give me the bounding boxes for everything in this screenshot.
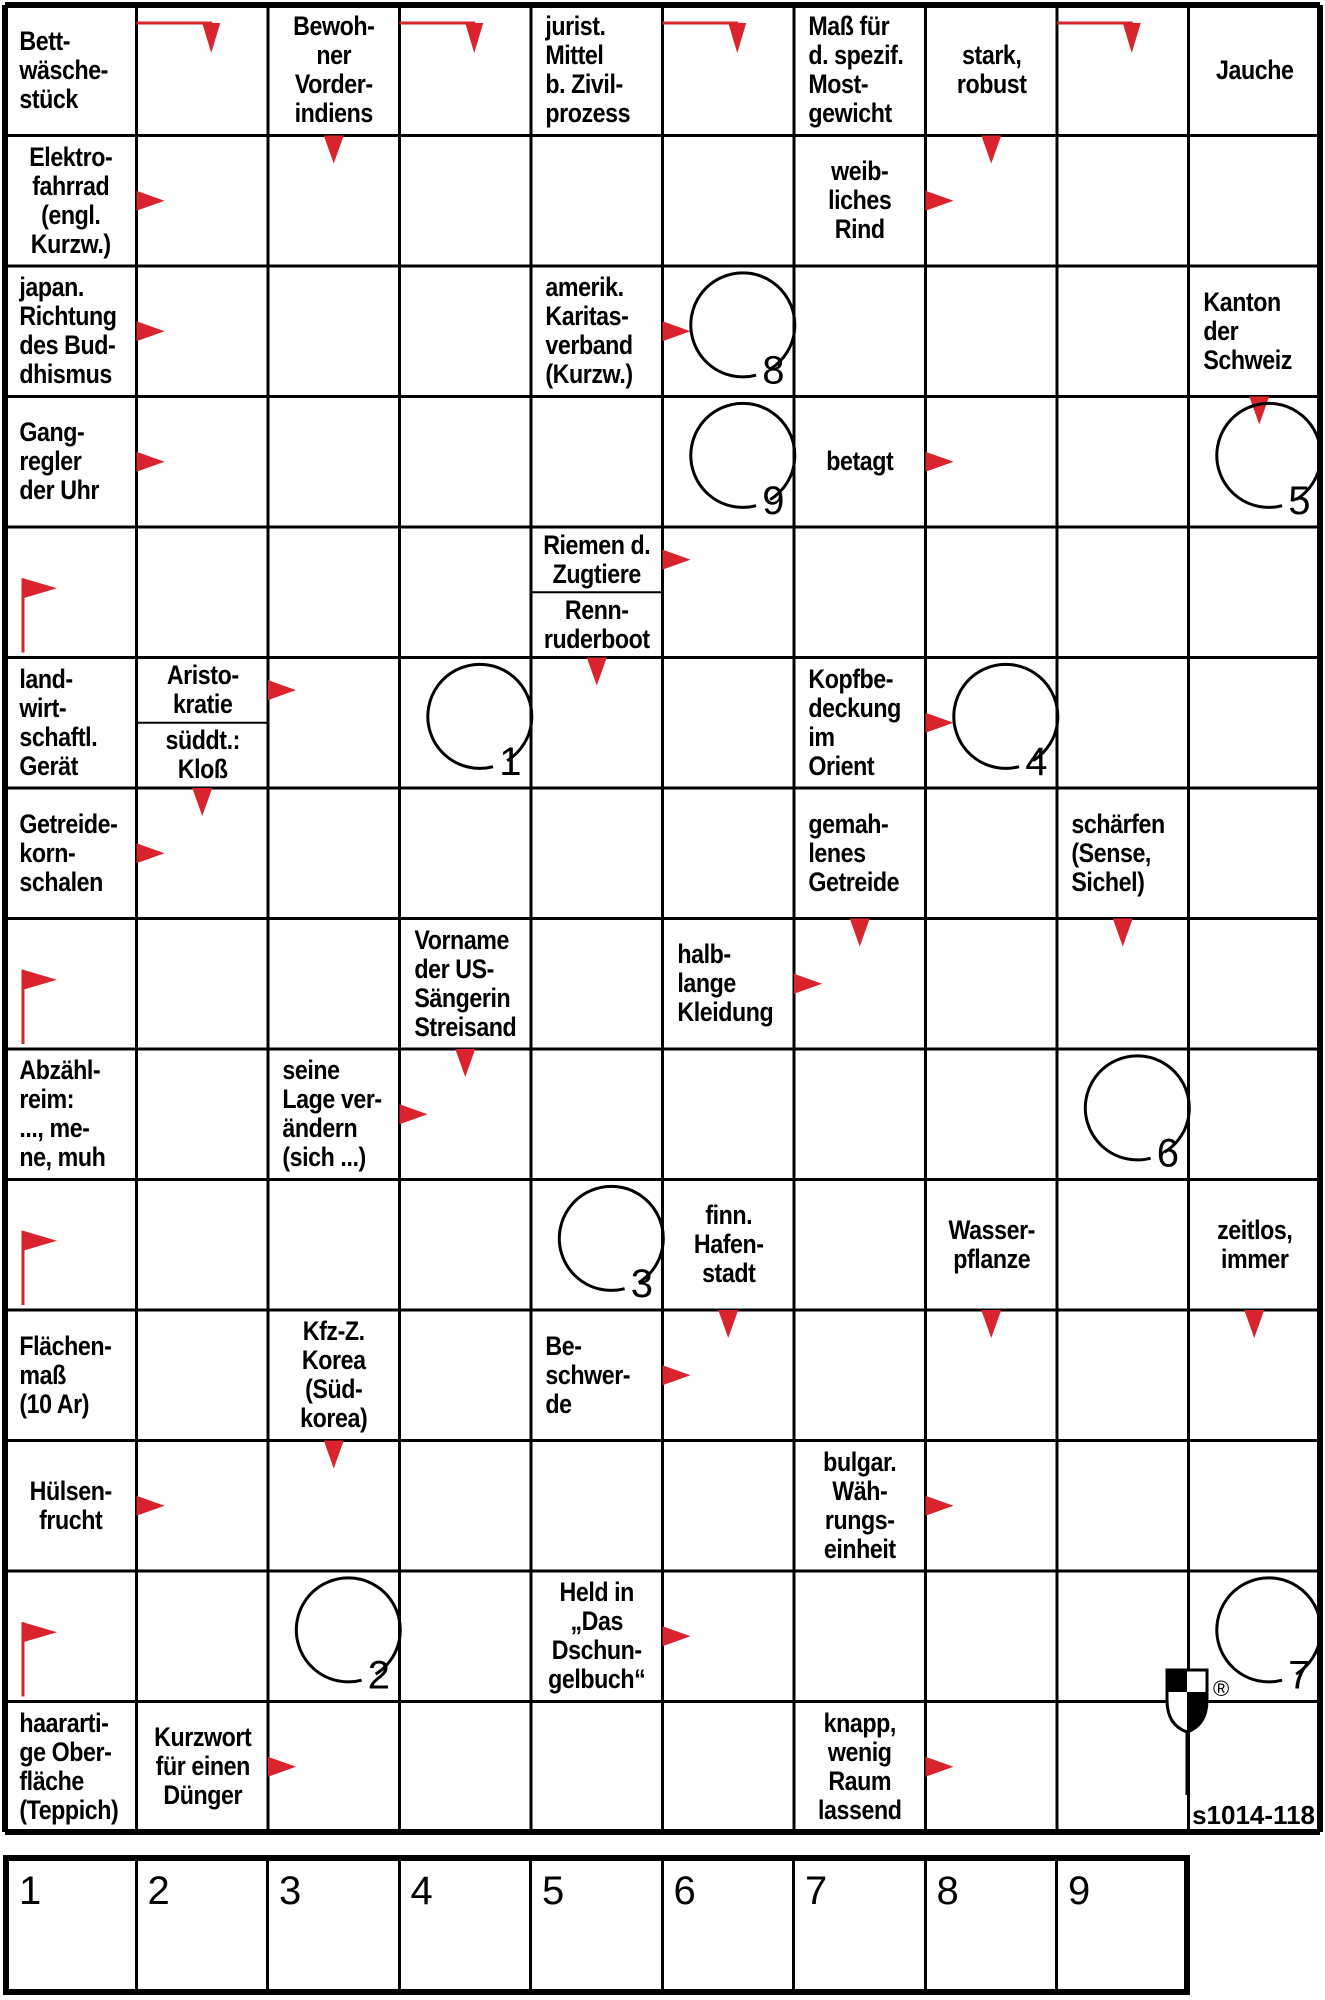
solution-box-number: 2 bbox=[147, 1869, 170, 1913]
solution-box-4[interactable] bbox=[398, 1855, 533, 1995]
circle-number: 3 bbox=[630, 1261, 653, 1306]
clue-r10c0: Flächen- maß (10 Ar) bbox=[19, 1330, 112, 1419]
clue-r3c0: Gang- regler der Uhr bbox=[19, 417, 99, 506]
arrow-down-icon bbox=[1249, 397, 1269, 425]
clue-r3c6: betagt bbox=[826, 446, 894, 477]
solution-box-9[interactable] bbox=[1055, 1855, 1190, 1995]
arrow-down-icon bbox=[850, 919, 870, 947]
arrow-down-icon bbox=[192, 788, 212, 816]
clue-r5c1b: süddt.: Kloß bbox=[165, 725, 240, 785]
arrow-right-icon bbox=[137, 191, 165, 211]
solution-box-number: 1 bbox=[19, 1869, 42, 1913]
clue-r1c0: Elektro- fahrrad (engl. Kurzw.) bbox=[29, 141, 113, 259]
clue-r0c7: stark, robust bbox=[956, 40, 1027, 100]
clue-r11c0: Hülsen- frucht bbox=[29, 1475, 112, 1535]
clue-r9c9: zeitlos, immer bbox=[1216, 1214, 1292, 1274]
arrow-right-icon bbox=[23, 970, 57, 990]
circle-number: 8 bbox=[762, 348, 785, 393]
clue-r10c4: Be- schwer- de bbox=[545, 1330, 631, 1419]
arrow-down-icon bbox=[465, 23, 483, 53]
circle-number: 1 bbox=[499, 739, 522, 784]
clue-r4c4a: Riemen d. Zugtiere bbox=[543, 529, 651, 589]
circle-number: 4 bbox=[1025, 739, 1048, 784]
arrow-right-icon bbox=[926, 1496, 954, 1516]
arrow-down-icon bbox=[728, 23, 746, 53]
solution-box-number: 7 bbox=[805, 1869, 828, 1913]
solution-box-6[interactable] bbox=[661, 1855, 796, 1995]
arrow-right-icon bbox=[268, 680, 296, 700]
arrow-right-icon bbox=[137, 321, 165, 341]
arrow-right-icon bbox=[23, 578, 57, 598]
solution-box-number: 3 bbox=[279, 1869, 302, 1913]
arrow-right-icon bbox=[663, 1365, 691, 1385]
clue-r5c0: land- wirt- schaftl. Gerät bbox=[19, 663, 98, 781]
arrow-right-icon bbox=[926, 191, 954, 211]
circle-number: 6 bbox=[1156, 1131, 1179, 1176]
arrow-right-icon bbox=[663, 1626, 691, 1646]
arrow-down-icon bbox=[324, 136, 344, 164]
solution-box-1[interactable] bbox=[3, 1855, 138, 1995]
arrow-right-icon bbox=[663, 321, 691, 341]
clue-r6c8: schärfen (Sense, Sichel) bbox=[1071, 808, 1165, 897]
clue-r7c3: Vorname der US- Sängerin Streisand bbox=[413, 924, 516, 1042]
solution-box-3[interactable] bbox=[266, 1855, 401, 1995]
arrow-down-icon bbox=[1113, 919, 1133, 947]
arrow-down-icon bbox=[1244, 1310, 1264, 1338]
clue-r12c4: Held in „Das Dschun- gelbuch“ bbox=[548, 1577, 646, 1695]
clue-r1c6: weib- liches Rind bbox=[828, 156, 892, 245]
clue-r0c4: jurist. Mittel b. Zivil- prozess bbox=[545, 11, 631, 129]
clue-r0c2: Bewoh- ner Vorder- indiens bbox=[293, 11, 375, 129]
solution-box-7[interactable] bbox=[792, 1855, 927, 1995]
arrow-down-icon bbox=[202, 23, 220, 53]
solution-row bbox=[0, 1855, 1197, 1998]
clue-r9c7: Wasser- pflanze bbox=[948, 1214, 1035, 1274]
arrow-right-icon bbox=[400, 1104, 428, 1124]
arrow-right-icon bbox=[268, 1757, 296, 1777]
circle-number: 7 bbox=[1288, 1653, 1311, 1698]
solution-box-2[interactable] bbox=[135, 1855, 270, 1995]
arrow-right-icon bbox=[794, 974, 822, 994]
clue-r7c5: halb- lange Kleidung bbox=[676, 939, 773, 1028]
solution-box-number: 9 bbox=[1068, 1869, 1091, 1913]
arrow-right-icon bbox=[137, 1496, 165, 1516]
arrow-right-icon bbox=[137, 452, 165, 472]
clue-r2c9: Kanton der Schweiz bbox=[1202, 286, 1292, 375]
arrow-down-icon bbox=[718, 1310, 738, 1338]
clue-r13c0: haararti- ge Ober- fläche (Teppich) bbox=[19, 1707, 119, 1825]
grid-lines bbox=[5, 5, 1320, 1832]
clue-r8c0: Abzähl- reim: ..., me- ne, muh bbox=[19, 1055, 106, 1173]
clue-r2c0: japan. Richtung des Bud- dhismus bbox=[19, 272, 117, 390]
arrow-right-icon bbox=[926, 452, 954, 472]
circle-number: 5 bbox=[1288, 478, 1311, 523]
clue-r9c5: finn. Hafen- stadt bbox=[693, 1200, 764, 1289]
puzzle-id: s1014-118 bbox=[1192, 1800, 1315, 1830]
clue-r10c2: Kfz-Z. Korea (Süd- korea) bbox=[300, 1316, 368, 1434]
arrow-right-icon bbox=[23, 1622, 57, 1642]
clue-r8c2: seine Lage ver- ändern (sich ...) bbox=[282, 1055, 382, 1173]
solution-box-5[interactable] bbox=[529, 1855, 664, 1995]
arrow-right-icon bbox=[137, 843, 165, 863]
clue-r0c9: Jauche bbox=[1215, 54, 1293, 85]
arrow-down-icon bbox=[1123, 23, 1141, 53]
arrow-right-icon bbox=[663, 550, 691, 570]
solution-box-number: 8 bbox=[936, 1869, 959, 1913]
circle-number: 2 bbox=[367, 1653, 390, 1698]
solution-box-number: 5 bbox=[542, 1869, 565, 1913]
clue-r5c1a: Aristo- kratie bbox=[166, 660, 239, 720]
circle-number: 9 bbox=[762, 478, 785, 523]
arrow-down-icon bbox=[587, 658, 607, 686]
clue-r0c6: Maß für d. spezif. Most- gewicht bbox=[808, 11, 904, 129]
clue-r11c6: bulgar. Wäh- rungs- einheit bbox=[823, 1446, 897, 1564]
arrow-right-icon bbox=[926, 1757, 954, 1777]
clue-r13c6: knapp, wenig Raum lassend bbox=[818, 1707, 902, 1825]
clue-r5c6: Kopfbe- deckung im Orient bbox=[808, 663, 901, 781]
solution-box-number: 4 bbox=[410, 1869, 433, 1913]
registered-mark: ® bbox=[1213, 1676, 1230, 1701]
clue-r4c4b: Renn- ruderboot bbox=[543, 594, 650, 654]
solution-box-number: 6 bbox=[673, 1869, 696, 1913]
clue-r6c6: gemah- lenes Getreide bbox=[808, 808, 900, 897]
arrow-down-icon bbox=[324, 1441, 344, 1469]
arrow-right-icon bbox=[926, 713, 954, 733]
clue-r2c4: amerik. Karitas- verband (Kurzw.) bbox=[545, 272, 633, 390]
arrow-down-icon bbox=[981, 1310, 1001, 1338]
clue-r13c1: Kurzwort für einen Dünger bbox=[153, 1722, 251, 1811]
arrow-down-icon bbox=[981, 136, 1001, 164]
clue-r0c0: Bett- wäsche- stück bbox=[19, 25, 108, 114]
arrow-right-icon bbox=[23, 1231, 57, 1251]
publisher-logo-icon bbox=[1167, 1670, 1207, 1795]
crossword-grid bbox=[5, 5, 1320, 1832]
arrow-down-icon bbox=[455, 1049, 475, 1077]
solution-box-8[interactable] bbox=[924, 1855, 1059, 1995]
clue-r6c0: Getreide- korn- schalen bbox=[19, 808, 118, 897]
